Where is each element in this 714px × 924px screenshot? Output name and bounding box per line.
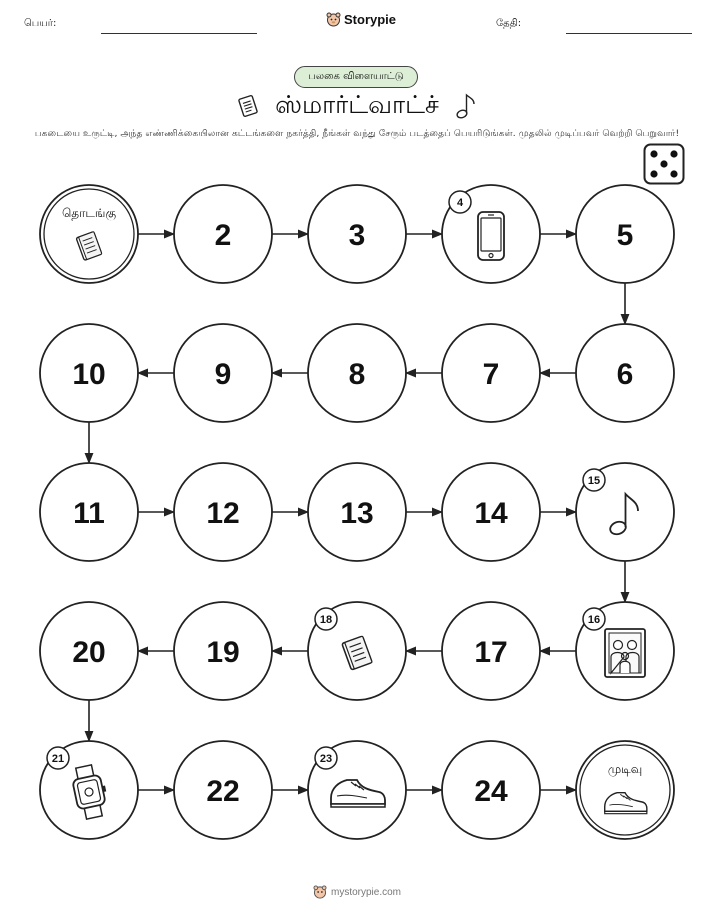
square-number: 9 [214,358,232,391]
board-square-22 [174,741,272,839]
board-square-3 [308,185,406,283]
svg-text:4: 4 [456,197,464,209]
square-number: 3 [348,219,366,252]
square-number: 19 [206,636,240,669]
start-square [40,185,138,283]
board-square-24 [442,741,540,839]
board-square-18 [308,602,406,700]
phone-icon [478,212,504,260]
board-square-17 [442,602,540,700]
board-square-6 [576,324,674,422]
svg-text:23: 23 [319,753,333,765]
board-square-5 [576,185,674,283]
board-square-14 [442,463,540,561]
board-square-11 [40,463,138,561]
board-square-10 [40,324,138,422]
family-photo-icon [605,629,645,677]
game-type-badge: பலகை விளையாட்டு [294,66,418,88]
square-number: 13 [340,497,374,530]
square-number: 17 [474,636,508,669]
square-number-badge [47,747,69,769]
instructions: பகடையை உருட்டி, அந்த எண்ணிக்கையிலான கட்டங்களை நகர்த்தி, நீங்கள் வந்து சேரும் படத்தைப் பெயரிடுங்கள். முதலில் முடிப்பவர் வெற்றி பெறுவார்! [34,128,680,139]
finish-square [576,741,674,839]
board-square-9 [174,324,272,422]
square-number: 20 [72,636,106,669]
square-number: 22 [206,775,240,808]
board-square-4 [442,185,540,283]
square-number: 24 [474,775,508,808]
square-number: 8 [348,358,366,391]
svg-text:16: 16 [587,614,601,626]
square-number: 14 [474,497,508,530]
board-square-13 [308,463,406,561]
name-label: பெயர்: [24,18,57,29]
square-number: 6 [616,358,634,391]
board-square-16 [576,602,674,700]
square-number-badge [449,191,471,213]
brand-name: Storypie [344,12,397,27]
square-number-badge [583,469,605,491]
date-label: தேதி: [496,18,522,29]
square-number: 2 [214,219,232,252]
svg-text:21: 21 [51,753,65,765]
board-square-23 [308,741,406,839]
square-number-badge [583,608,605,630]
board-square-12 [174,463,272,561]
finish-label: முடிவு [607,762,643,776]
square-number: 7 [482,358,500,391]
square-number: 12 [206,497,240,530]
svg-text:15: 15 [587,475,601,487]
board-square-15 [576,463,674,561]
board-square-7 [442,324,540,422]
square-number-badge [315,747,337,769]
board-square-21 [40,741,138,839]
square-number: 5 [616,219,634,252]
board-square-2 [174,185,272,283]
storypie-mascot-icon [313,885,327,899]
board-square-8 [308,324,406,422]
board-square-19 [174,602,272,700]
board-square-20 [40,602,138,700]
page-title: ஸ்மார்ட்வாட்ச் [275,89,439,119]
footer [0,885,714,899]
square-number: 10 [72,358,106,391]
square-number-badge [315,608,337,630]
svg-text:18: 18 [319,614,333,626]
start-label: தொடங்கு [61,206,117,220]
footer-url[interactable]: mystorypie.com [330,886,401,898]
square-number: 11 [73,497,105,530]
